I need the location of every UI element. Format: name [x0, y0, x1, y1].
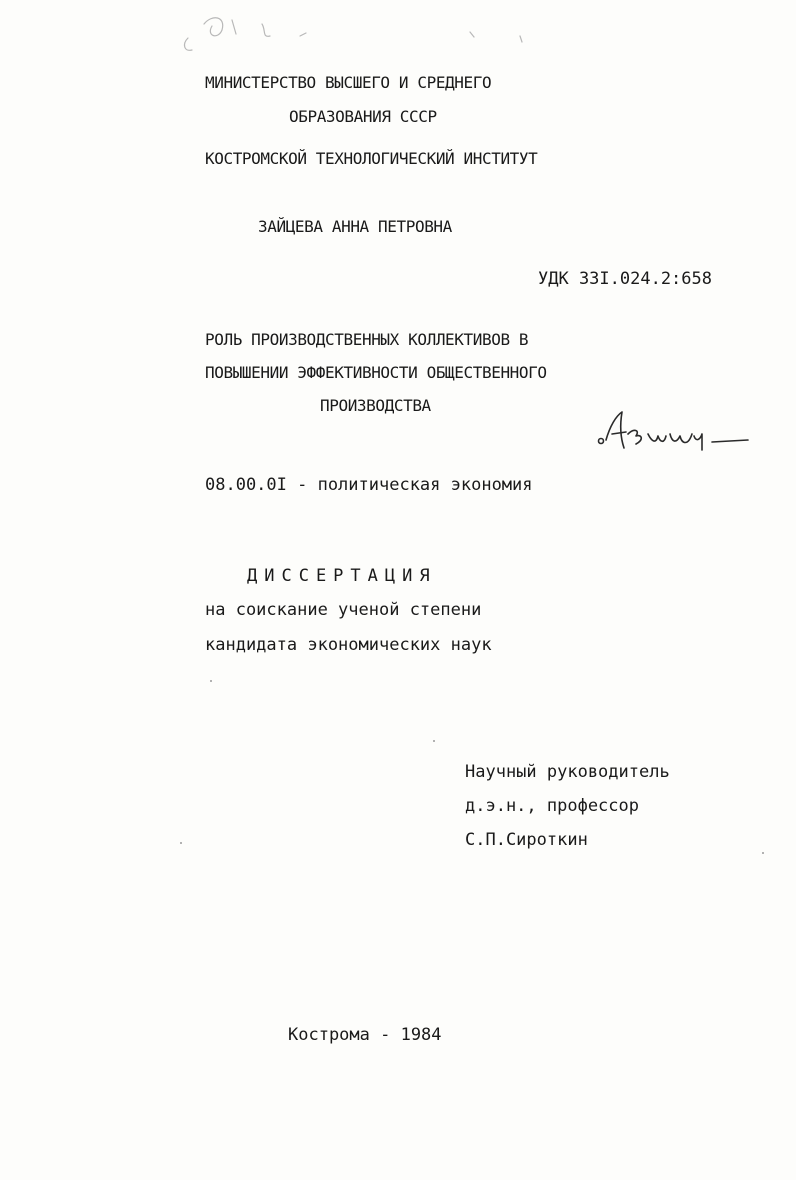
- supervisor-label: Научный руководитель: [465, 762, 670, 782]
- dissertation-heading: ДИССЕРТАЦИЯ: [247, 566, 437, 586]
- institute-name: КОСТРОМСКОЙ ТЕХНОЛОГИЧЕСКИЙ ИНСТИТУТ: [205, 149, 538, 168]
- title-line-2: ПОВЫШЕНИИ ЭФФЕКТИВНОСТИ ОБЩЕСТВЕННОГО: [205, 363, 547, 382]
- title-line-3: ПРОИЗВОДСТВА: [320, 396, 431, 415]
- paper-speck: [762, 852, 764, 854]
- pencil-scribble-top: [0, 0, 796, 70]
- udc-code: УДК 33I.024.2:658: [538, 269, 712, 289]
- paper-speck: [180, 842, 182, 844]
- supervisor-degree: д.э.н., профессор: [465, 796, 639, 816]
- supervisor-name: С.П.Сироткин: [465, 830, 588, 850]
- ministry-line-2: ОБРАЗОВАНИЯ СССР: [289, 107, 437, 126]
- ministry-line-1: МИНИСТЕРСТВО ВЫСШЕГО И СРЕДНЕГО: [205, 73, 492, 92]
- author-name: ЗАЙЦЕВА АННА ПЕТРОВНА: [258, 217, 452, 236]
- paper-speck: [433, 740, 435, 742]
- place-and-year: Кострома - 1984: [288, 1025, 442, 1045]
- specialty-code: 08.00.0I - политическая экономия: [205, 475, 533, 495]
- title-line-1: РОЛЬ ПРОИЗВОДСТВЕННЫХ КОЛЛЕКТИВОВ В: [205, 330, 529, 349]
- degree-line-1: на соискание ученой степени: [205, 600, 482, 620]
- handwritten-signature: [592, 404, 762, 464]
- degree-line-2: кандидата экономических наук: [205, 635, 492, 655]
- paper-speck: [210, 680, 212, 682]
